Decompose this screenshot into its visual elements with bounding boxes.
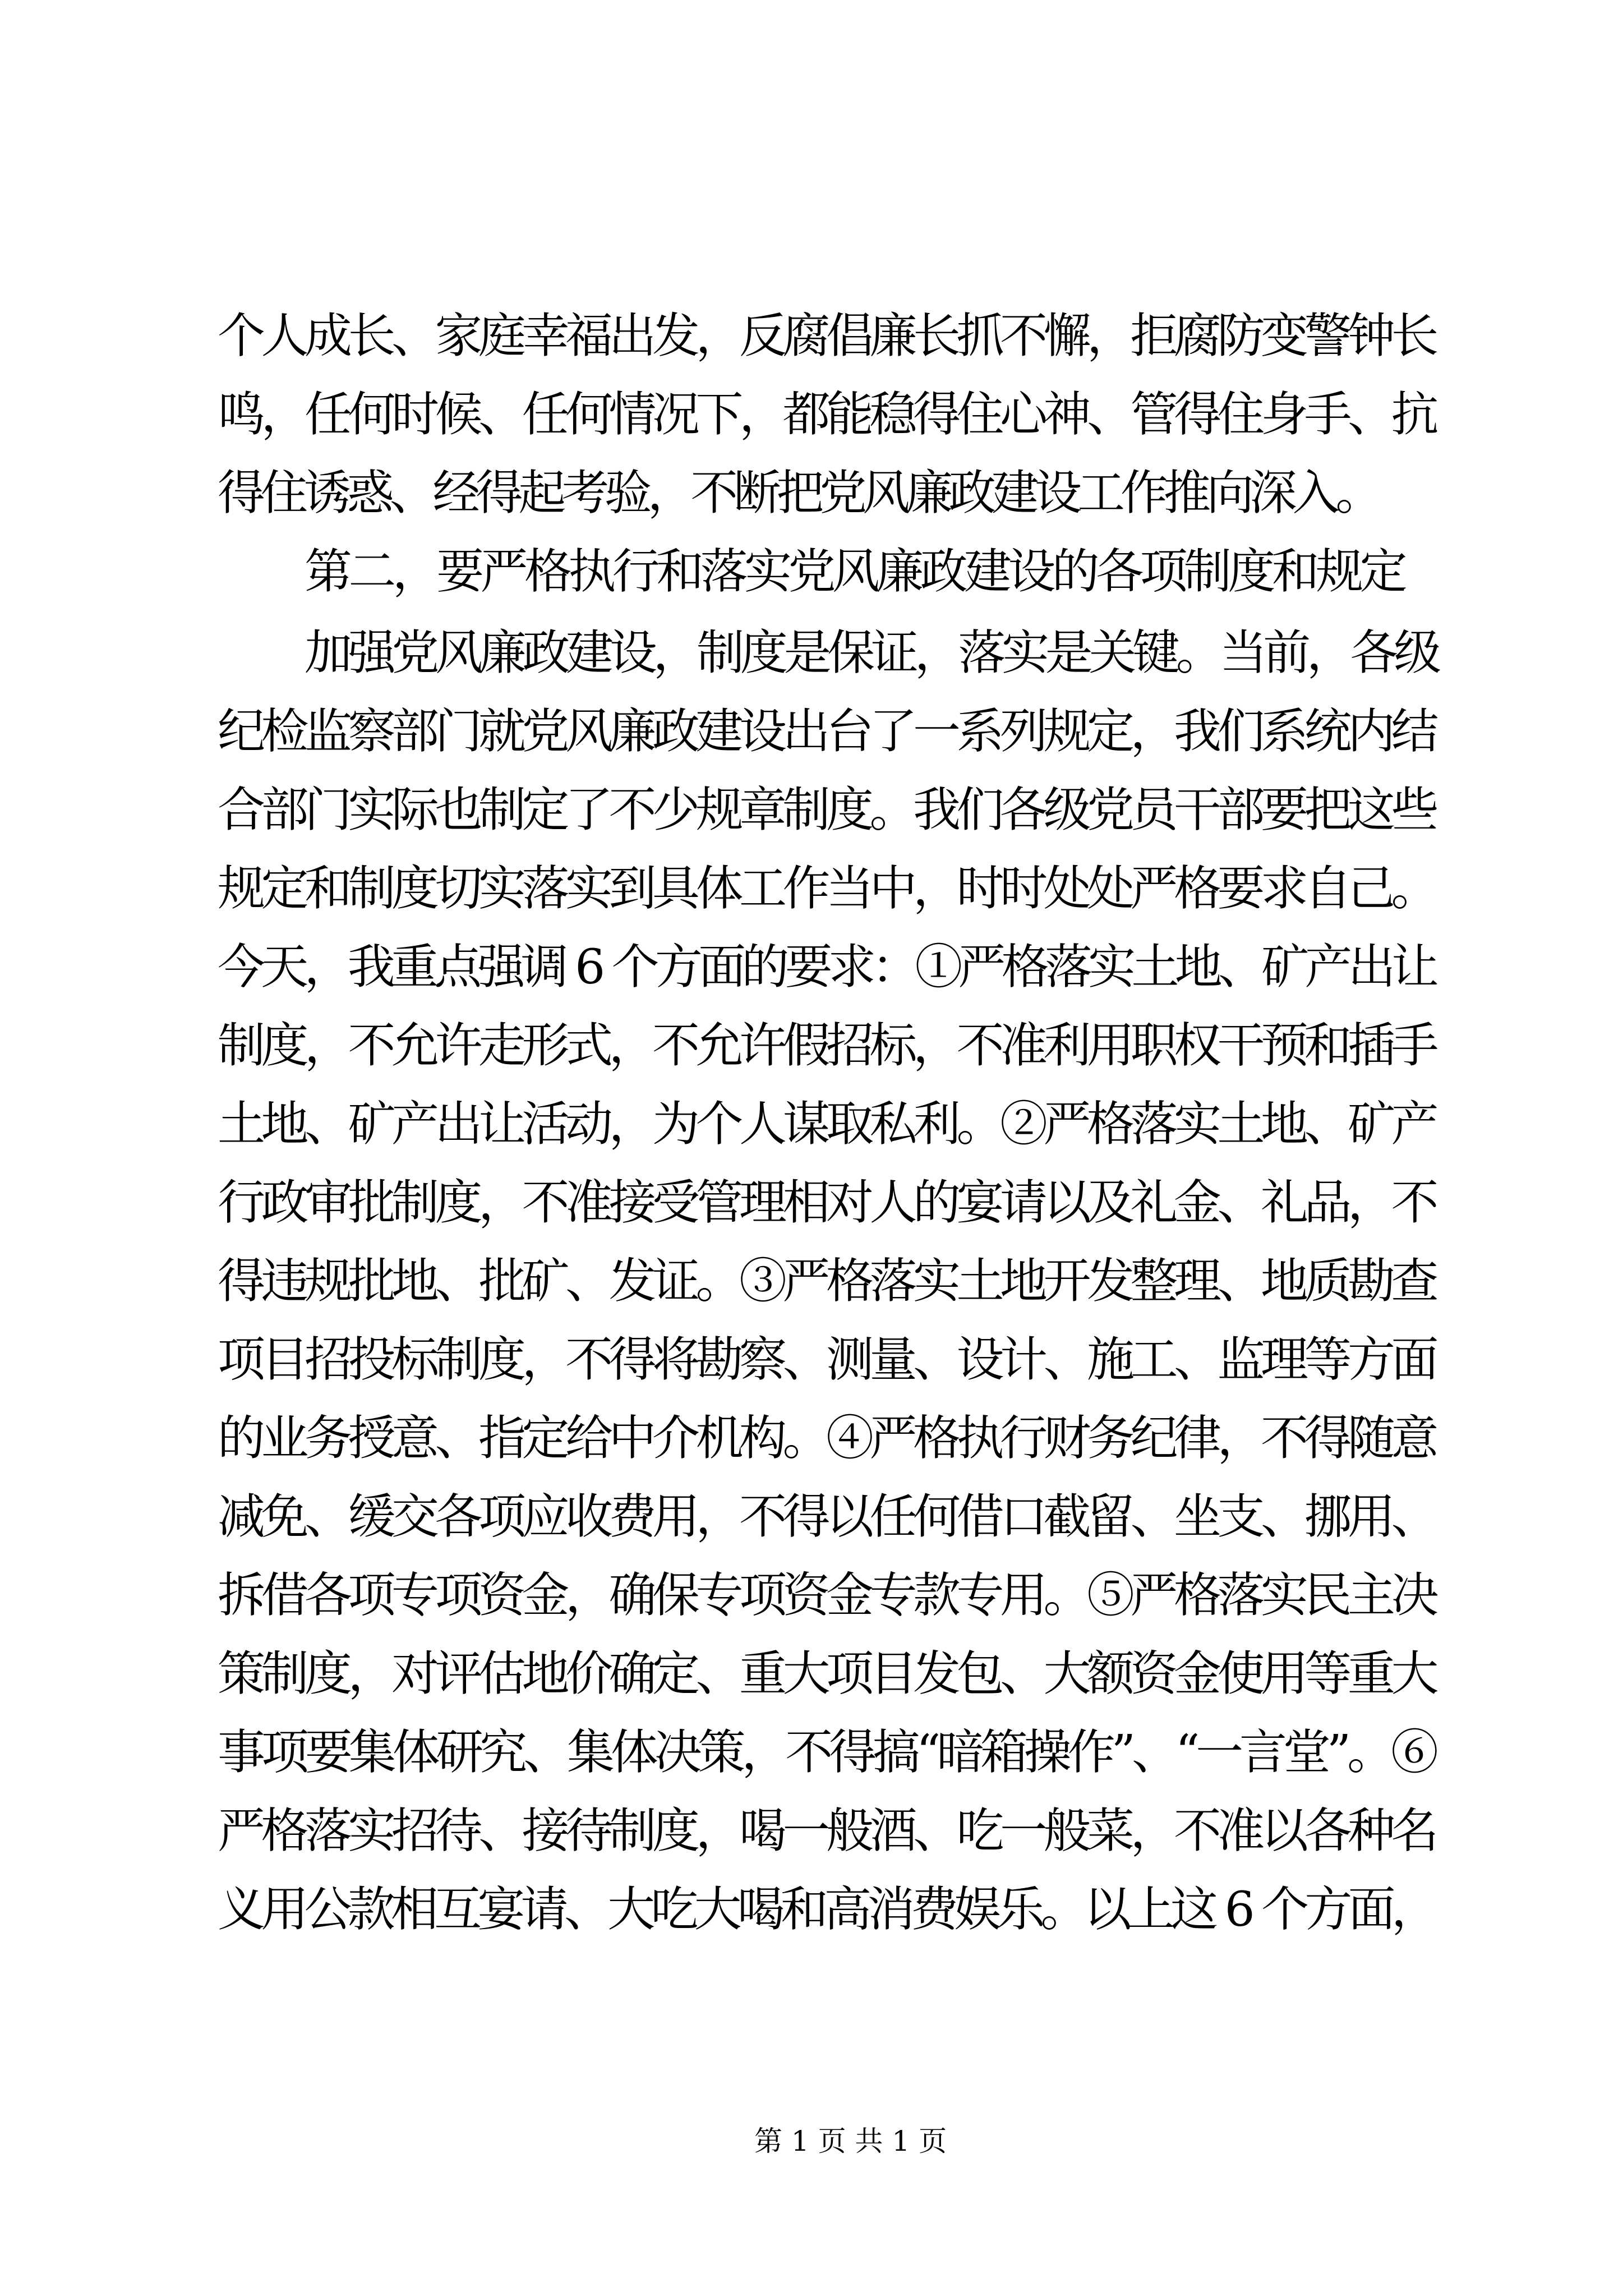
text-line: 加强党风廉政建设，制度是保证，落实是关键。当前，各级	[305, 625, 1438, 681]
text-line: 土地、矿产出让活动，为个人谋取私利。②严格落实土地、矿产	[218, 1097, 1435, 1152]
text-line: 行政审批制度，不准接受管理相对人的宴请以及礼金、礼品，不	[218, 1175, 1435, 1231]
text-line: 减免、缓交各项应收费用，不得以任何借口截留、坐支、挪用、	[218, 1489, 1435, 1545]
text-line: 今天，我重点强调 6 个方面的要求：①严格落实土地、矿产出让	[218, 940, 1435, 995]
text-line: 严格落实招待、接待制度，喝一般酒、吃一般菜，不准以各种名	[218, 1803, 1435, 1859]
text-line: 第二，要严格执行和落实党风廉政建设的各项制度和规定	[305, 544, 1404, 600]
text-line: 鸣，任何时候、任何情况下，都能稳得住心神、管得住身手、抗	[218, 387, 1435, 443]
text-line: 的业务授意、指定给中介机构。④严格执行财务纪律，不得随意	[218, 1411, 1435, 1466]
text-line: 事项要集体研究、集体决策，不得搞“暗箱操作”、“一言堂”。⑥	[218, 1725, 1435, 1780]
page-footer: 第 1 页 共 1 页	[754, 2125, 947, 2157]
text-line: 得违规批地、批矿、发证。③严格落实土地开发整理、地质勘查	[218, 1254, 1435, 1309]
text-line: 策制度，对评估地价确定、重大项目发包、大额资金使用等重大	[218, 1646, 1435, 1702]
text-line: 个人成长、家庭幸福出发，反腐倡廉长抓不懈，拒腐防变警钟长	[218, 309, 1435, 364]
text-line: 拆借各项专项资金，确保专项资金专款专用。⑤严格落实民主决	[218, 1568, 1435, 1623]
text-line: 得住诱惑、经得起考验，不断把党风廉政建设工作推向深入。	[218, 466, 1379, 521]
text-line: 义用公款相互宴请、大吃大喝和高消费娱乐。以上这 6 个方面，	[218, 1882, 1435, 1938]
text-line: 制度，不允许走形式，不允许假招标，不准利用职权干预和插手	[218, 1018, 1435, 1074]
text-line: 合部门实际也制定了不少规章制度。我们各级党员干部要把这些	[218, 783, 1435, 838]
text-line: 纪检监察部门就党风廉政建设出台了一系列规定，我们系统内结	[218, 704, 1435, 760]
text-line: 项目招投标制度，不得将勘察、测量、设计、施工、监理等方面	[218, 1332, 1435, 1388]
text-line: 规定和制度切实落实到具体工作当中，时时处处严格要求自己。	[218, 861, 1435, 917]
